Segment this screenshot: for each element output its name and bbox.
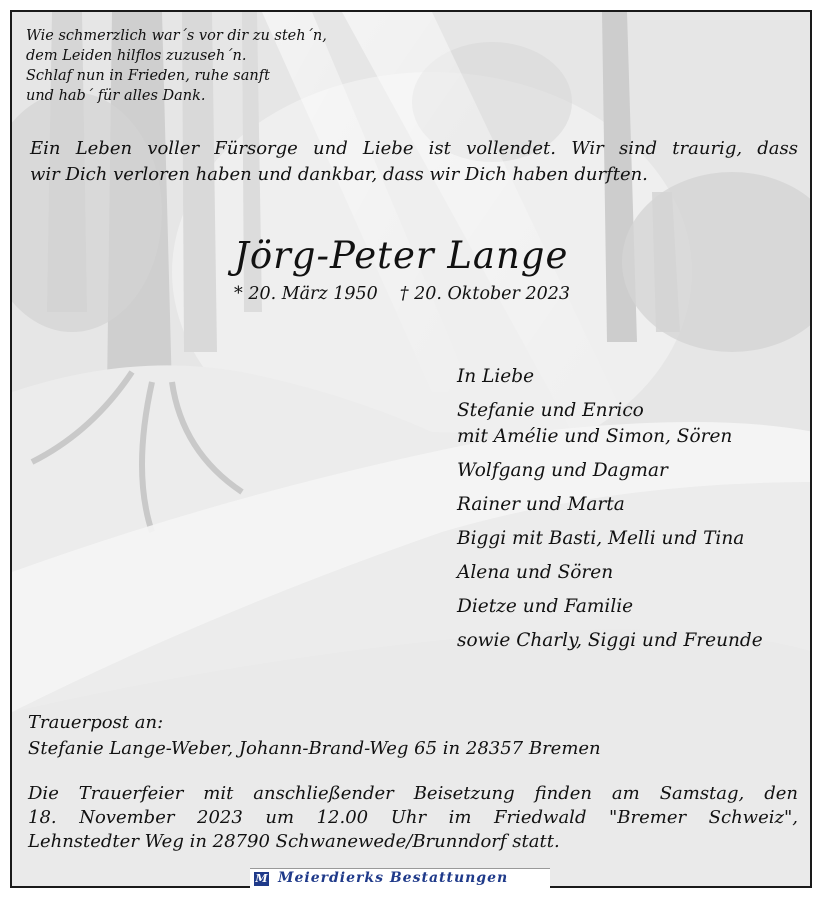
mourner-group [457,594,763,620]
poem-line: Schlaf nun in Frieden, ruhe sanft [26,68,270,84]
intro-text [30,136,798,188]
mourner-name: Stefanie und Enrico [457,400,644,421]
mourner-group [457,560,763,586]
funeral-home-name: Meierdierks Bestattungen [278,870,509,886]
mourner-name: Biggi mit Basti, Melli und Tina [457,528,745,549]
mourner-name: Alena und Sören [457,562,614,583]
mourner-name: mit Amélie und Simon, Sören [457,426,733,447]
funeral-home-logo [250,868,550,889]
mourner-name: sowie Charly, Siggi und Freunde [457,630,763,651]
ceremony-line: 18. November 2023 um 12.00 Uhr im Friedwald "Bremer Schweiz", [28,807,798,828]
condolence-recipient: Stefanie Lange-Weber, Johann-Brand-Weg 65 in 28357 Bremen [28,738,601,759]
life-dates [234,284,570,304]
condolence-label: Trauerpost an: [28,712,164,733]
mourner-group [457,492,763,518]
death-date: † 20. Oktober 2023 [399,284,570,304]
poem-line: und hab´ für alles Dank. [26,88,206,104]
mourner-group [457,526,763,552]
ceremony-line: Lehnstedter Weg in 28790 Schwanewede/Brunndorf statt. [28,831,560,852]
mourner-group [457,398,763,450]
mourner-name: Dietze und Familie [457,596,634,617]
ceremony-notice [28,782,798,854]
poem [26,26,327,106]
poem-line: dem Leiden hilflos zuzuseh´n. [26,48,247,64]
condolence-address [28,710,601,762]
ceremony-line: Die Trauerfeier mit anschließender Beisetzung finden am Samstag, den [28,783,798,804]
birth-date: * 20. März 1950 [234,284,378,304]
intro-line: wir Dich verloren haben und dankbar, dass wir Dich haben durften. [30,164,648,185]
funeral-home-logo-icon: M [255,872,268,885]
mourner-name: Rainer und Marta [457,494,625,515]
mourner-group [457,458,763,484]
poem-line: Wie schmerzlich war´s vor dir zu steh´n, [26,28,327,44]
obituary-frame [10,10,812,888]
mourners-list [457,364,763,662]
deceased-name: Jörg-Peter Lange [234,234,569,277]
mourners-heading: In Liebe [457,366,535,387]
mourner-name: Wolfgang und Dagmar [457,460,668,481]
intro-line: Ein Leben voller Fürsorge und Liebe ist vollendet. Wir sind traurig, dass [30,138,798,159]
mourner-group [457,628,763,654]
